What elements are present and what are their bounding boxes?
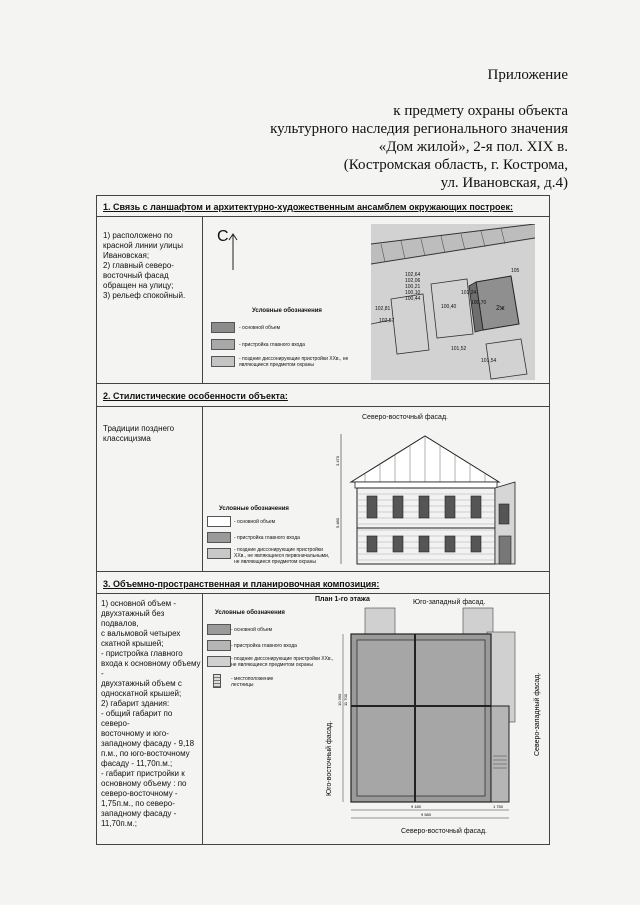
plan-bottom-label: Северо-восточный фасад. bbox=[401, 828, 487, 835]
text-line: северо-восточному - bbox=[101, 789, 178, 798]
map-label: 105 bbox=[511, 268, 520, 274]
text-line: восточный фасад bbox=[103, 271, 169, 280]
dim-label: 1 750 bbox=[493, 804, 504, 809]
legend-swatch-late bbox=[207, 548, 231, 559]
section1-text bbox=[103, 231, 199, 301]
facade-drawing bbox=[335, 426, 545, 568]
legend-label: - пристройка главного входа bbox=[239, 342, 305, 348]
legend-label: - основной объем bbox=[234, 519, 276, 525]
text-line: двухэтажный без подвалов, bbox=[101, 609, 165, 628]
north-arrow-icon bbox=[228, 232, 238, 272]
dim-label: 10 390 bbox=[337, 693, 342, 706]
map-label: 100,40 bbox=[441, 304, 457, 310]
legend-swatch-late bbox=[207, 656, 231, 667]
legend-label: - поздние диссонирующие пристройки ХХв., не являющиеся предметом охраны bbox=[231, 656, 334, 668]
plan-top-label: Юго-западный фасад. bbox=[413, 599, 486, 606]
dim-label: 9 580 bbox=[421, 812, 432, 817]
map-label: 100,10 bbox=[405, 290, 421, 296]
legend-label: - поздние диссонирующие пристройки ХХв., не являющиеся предметом охраны bbox=[239, 356, 349, 368]
text-line: - общий габарит по северо- bbox=[101, 709, 173, 728]
text-line: Традиции позднего bbox=[103, 424, 175, 433]
map-label: 100,44 bbox=[405, 296, 421, 302]
divider bbox=[97, 406, 549, 407]
text-line: основному объему : по bbox=[101, 779, 187, 788]
plan-left-label: Юго-восточный фасад. bbox=[326, 720, 333, 796]
divider bbox=[97, 216, 549, 217]
map-label: 102,57 bbox=[379, 318, 395, 324]
text-line: 11,70п.м.; bbox=[101, 819, 137, 828]
floor-plan bbox=[315, 606, 549, 828]
header-line: «Дом жилой», 2-я пол. XIX в. bbox=[378, 139, 568, 155]
text-line: 2) главный северо- bbox=[103, 261, 174, 270]
map-label: 102,06 bbox=[405, 278, 421, 284]
header-appendix: Приложение bbox=[487, 67, 568, 83]
legend-swatch-entrance bbox=[207, 532, 231, 543]
text-line: односкатной крышей; bbox=[101, 689, 182, 698]
legend-title: Условные обозначения bbox=[252, 308, 322, 314]
text-line: 2) габарит здания: bbox=[101, 699, 170, 708]
dim-label: 5.480 bbox=[335, 517, 340, 528]
site-map bbox=[371, 224, 535, 380]
legend-swatch-entrance bbox=[211, 339, 235, 350]
map-label: 101,52 bbox=[451, 346, 467, 352]
text-line: западному фасаду - 9,18 bbox=[101, 739, 195, 748]
text-line: двухэтажный объем с bbox=[101, 679, 182, 688]
north-label: С bbox=[217, 228, 229, 245]
text-line: обращен на улицу; bbox=[103, 281, 174, 290]
text-line: западному фасаду - bbox=[101, 809, 177, 818]
section2-title: 2. Стилистические особенности объекта: bbox=[103, 391, 288, 401]
legend-label: - местоположение лестницы bbox=[231, 676, 274, 688]
text-line: скатной крышей; bbox=[101, 639, 164, 648]
plan-title: План 1-го этажа bbox=[315, 596, 370, 603]
map-label: 2ж bbox=[496, 305, 505, 312]
divider bbox=[97, 571, 549, 572]
legend-swatch-entrance bbox=[207, 640, 231, 651]
map-label: 102,81 bbox=[375, 306, 391, 312]
header-block bbox=[68, 66, 568, 192]
legend-swatch-main bbox=[207, 516, 231, 527]
divider bbox=[97, 593, 549, 594]
legend-label: - основной объем bbox=[231, 627, 273, 633]
legend-swatch-main bbox=[211, 322, 235, 333]
text-line: 1) расположено по bbox=[103, 231, 173, 240]
text-line: с вальмовой четырех bbox=[101, 629, 181, 638]
map-label: 102,64 bbox=[405, 272, 421, 278]
legend-label: - основной объем bbox=[239, 325, 281, 331]
divider bbox=[202, 216, 203, 383]
text-line: входа к основному объему - bbox=[101, 659, 201, 678]
dim-label: 3.470 bbox=[335, 455, 340, 466]
header-line: ул. Ивановская, д.4) bbox=[440, 175, 568, 191]
legend-label: - пристройка главного входа bbox=[234, 535, 300, 541]
legend-swatch-main bbox=[207, 624, 231, 635]
header-line: (Костромская область, г. Кострома, bbox=[343, 157, 568, 173]
header-line: к предмету охраны объекта bbox=[393, 103, 568, 119]
divider bbox=[202, 406, 203, 571]
legend-swatch-stair bbox=[213, 674, 221, 688]
dim-label: 11 700 bbox=[343, 694, 348, 706]
legend-label: - пристройка главного входа bbox=[231, 643, 297, 649]
dim-label: 9 180 bbox=[411, 804, 422, 809]
map-label: 100,21 bbox=[405, 284, 421, 290]
plan-right-label: Северо-западный фасад. bbox=[534, 672, 541, 756]
section1-title: 1. Связь с ланшафтом и архитектурно-художественным ансамблем окружающих построек: bbox=[103, 202, 514, 212]
divider bbox=[97, 383, 549, 384]
legend-title: Условные обозначения bbox=[219, 506, 289, 512]
section3-text bbox=[101, 599, 201, 829]
map-label: 100,70 bbox=[471, 300, 487, 306]
section3-title: 3. Объемно-пространственная и планировочная композиция: bbox=[103, 579, 380, 589]
text-line: классицизма bbox=[103, 434, 151, 443]
text-line: 3) рельеф спокойный. bbox=[103, 291, 186, 300]
document-table bbox=[96, 195, 550, 845]
facade-title: Северо-восточный фасад. bbox=[362, 414, 448, 421]
legend-title: Условные обозначения bbox=[215, 610, 285, 616]
text-line: Ивановская; bbox=[103, 251, 150, 260]
section2-text bbox=[103, 424, 199, 444]
text-line: 1,75п.м., по северо- bbox=[101, 799, 175, 808]
text-line: п.м., по юго-восточному bbox=[101, 749, 190, 758]
legend-swatch-late bbox=[211, 356, 235, 367]
text-line: - габарит пристройки к bbox=[101, 769, 185, 778]
map-label: 101,54 bbox=[481, 358, 497, 364]
divider bbox=[202, 593, 203, 844]
text-line: - пристройка главного bbox=[101, 649, 183, 658]
map-label: 101,24 bbox=[461, 290, 477, 296]
legend-label: - поздние диссонирующие пристройки ХХв., не являющиеся первоначальными, не являющиеся предметом охраны bbox=[234, 547, 330, 565]
text-line: восточному и юго- bbox=[101, 729, 169, 738]
text-line: фасаду - 11,70п.м.; bbox=[101, 759, 173, 768]
text-line: красной линии улицы bbox=[103, 241, 183, 250]
header-line: культурного наследия регионального значения bbox=[270, 121, 568, 137]
text-line: 1) основной объем - bbox=[101, 599, 177, 608]
